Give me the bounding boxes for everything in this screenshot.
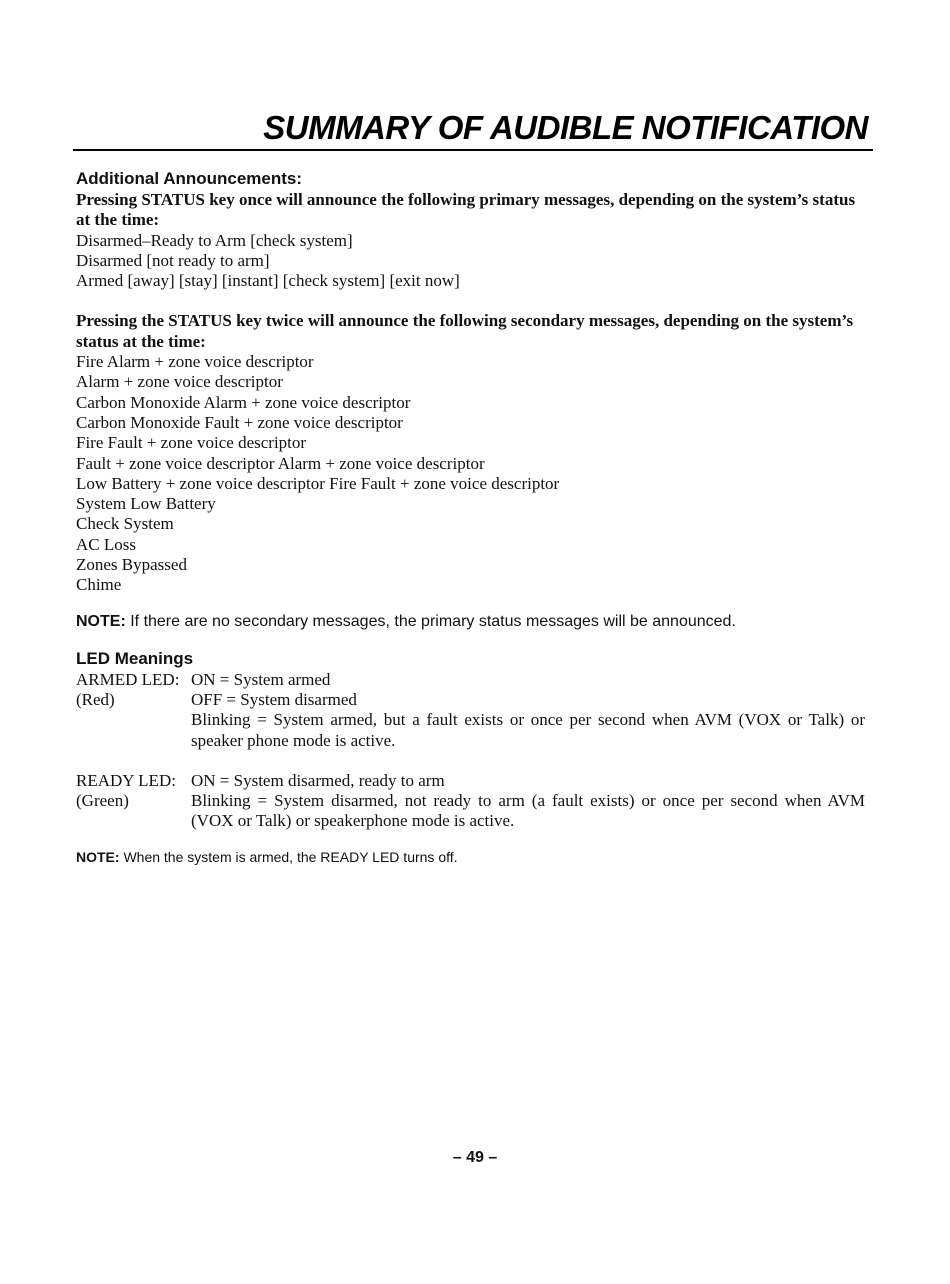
spacer	[76, 632, 871, 648]
list-item: Carbon Monoxide Fault + zone voice descriptor	[76, 412, 403, 432]
armed-led-description	[191, 670, 871, 751]
primary-messages-intro: Pressing STATUS key once will announce the following primary messages, depending on the system’s status at the time:	[76, 190, 856, 230]
armed-led-row	[76, 670, 871, 751]
list-item: Alarm + zone voice descriptor	[76, 372, 283, 392]
armed-led-off: OFF = System disarmed	[191, 689, 357, 709]
ready-led-label-cell	[76, 771, 191, 832]
spacer	[76, 596, 871, 612]
list-item: Fault + zone voice descriptor Alarm + zone voice descriptor	[76, 453, 485, 473]
primary-messages-list	[76, 231, 871, 292]
additional-announcements-heading: Additional Announcements:	[76, 169, 303, 188]
list-item: System Low Battery	[76, 494, 216, 514]
armed-led-label: ARMED LED:	[76, 669, 180, 689]
armed-led-on: ON = System armed	[191, 669, 331, 689]
led-meanings-heading: LED Meanings	[76, 648, 194, 668]
ready-led-blinking: Blinking = System disarmed, not ready to arm (a fault exists) or once per second when AVM (VOX or Talk) or speakerphone mode is active.	[191, 791, 865, 831]
ready-led-row	[76, 771, 871, 832]
list-item: Low Battery + zone voice descriptor Fire Fault + zone voice descriptor	[76, 473, 560, 493]
secondary-messages-list	[76, 352, 871, 596]
list-item: Fire Fault + zone voice descriptor	[76, 433, 307, 453]
ready-led-on: ON = System disarmed, ready to arm	[191, 770, 445, 790]
list-item: Carbon Monoxide Alarm + zone voice descriptor	[76, 392, 411, 412]
spacer	[76, 751, 871, 771]
note-label: NOTE:	[76, 612, 126, 630]
armed-led-blinking: Blinking = System armed, but a fault exists or once per second when AVM (VOX or Talk) or speaker phone mode is active.	[191, 710, 865, 750]
ready-led-label: READY LED:	[76, 770, 176, 790]
note-text: If there are no secondary messages, the primary status messages will be announced.	[125, 612, 736, 630]
secondary-note	[76, 612, 871, 632]
title-divider	[73, 149, 873, 151]
armed-led-color: (Red)	[76, 689, 115, 709]
list-item: Disarmed–Ready to Arm [check system]	[76, 230, 353, 250]
ready-led-description	[191, 771, 871, 832]
list-item: AC Loss	[76, 534, 136, 554]
led-note	[76, 848, 871, 866]
spacer	[76, 832, 871, 848]
page-number: – 49 –	[452, 1149, 498, 1166]
spacer	[76, 291, 871, 311]
armed-led-label-cell	[76, 670, 191, 751]
list-item: Disarmed [not ready to arm]	[76, 250, 270, 270]
secondary-messages-intro: Pressing the STATUS key twice will announce the following secondary messages, depending on the system’s status at the time:	[76, 311, 854, 351]
ready-led-color: (Green)	[76, 791, 129, 811]
note-text: When the system is armed, the READY LED turns off.	[119, 848, 458, 865]
page-content	[76, 168, 871, 866]
list-item: Zones Bypassed	[76, 555, 187, 575]
page-title: SUMMARY OF AUDIBLE NOTIFICATION	[263, 109, 868, 146]
list-item: Chime	[76, 575, 122, 595]
list-item: Armed [away] [stay] [instant] [check system] [exit now]	[76, 271, 460, 291]
list-item: Fire Alarm + zone voice descriptor	[76, 352, 314, 372]
note-label: NOTE:	[76, 848, 120, 865]
list-item: Check System	[76, 514, 174, 534]
